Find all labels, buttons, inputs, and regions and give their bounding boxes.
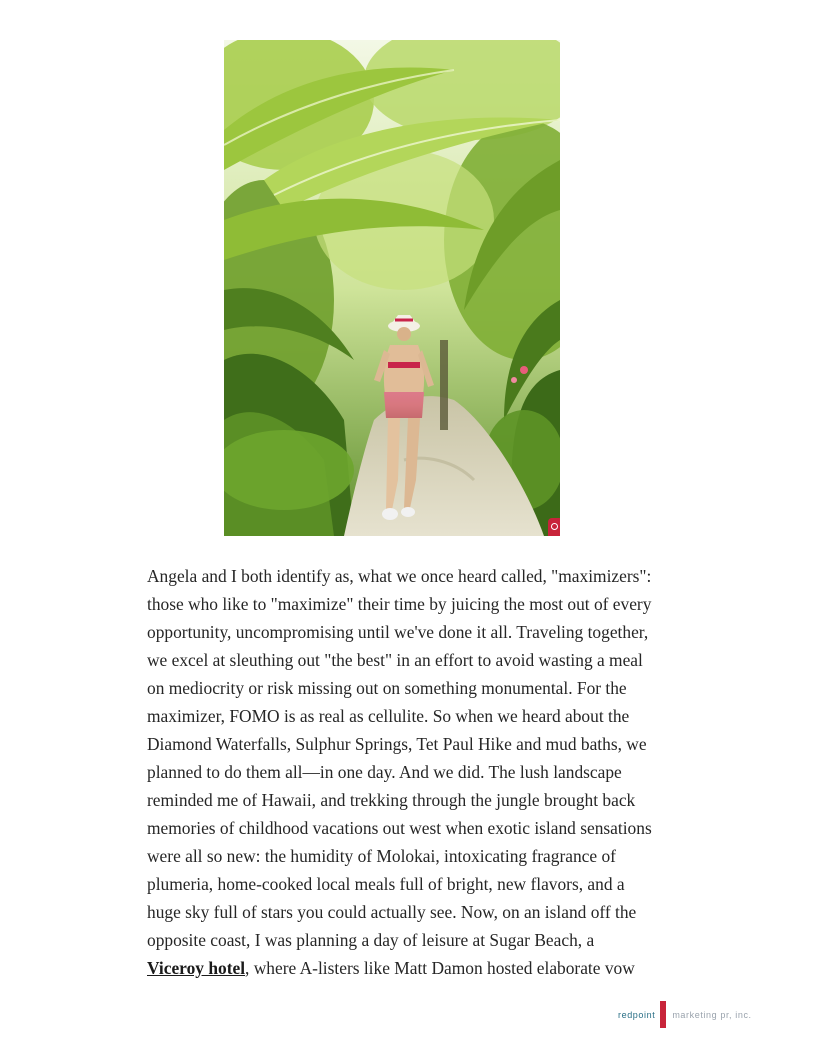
article-line: huge sky full of stars you could actually see. Now, on an island off the: [147, 902, 637, 922]
logo-brand-text: redpoint: [618, 1009, 656, 1020]
article-line: were all so new: the humidity of Molokai, intoxicating fragrance of: [147, 846, 616, 866]
article-line-last: [147, 954, 707, 982]
article-line: those who like to "maximize" their time by juicing the most out of every: [147, 594, 652, 614]
article-line-rest: , where A-listers like Matt Damon hosted elaborate vow: [245, 958, 635, 978]
pin-it-icon[interactable]: [548, 518, 560, 536]
article-line: maximizer, FOMO is as real as cellulite. So when we heard about the: [147, 706, 630, 726]
article-line: memories of childhood vacations out west when exotic island sensations: [147, 818, 652, 838]
article-line: reminded me of Hawaii, and trekking through the jungle brought back: [147, 790, 636, 810]
article-line: Diamond Waterfalls, Sulphur Springs, Tet Paul Hike and mud baths, we: [147, 734, 647, 754]
article-line: opposite coast, I was planning a day of leisure at Sugar Beach, a: [147, 930, 595, 950]
article-line: opportunity, uncompromising until we've done it all. Traveling together,: [147, 622, 649, 642]
article-line: plumeria, home-cooked local meals full of bright, new flavors, and a: [147, 874, 625, 894]
viceroy-hotel-link[interactable]: Viceroy hotel: [147, 958, 246, 978]
jungle-path-photo: [224, 40, 560, 536]
jungle-photo-illustration: [224, 40, 560, 536]
article-line: we excel at sleuthing out "the best" in an effort to avoid wasting a meal: [147, 650, 643, 670]
article-line: on mediocrity or risk missing out on something monumental. For the: [147, 678, 627, 698]
logo-accent-bar: [660, 1001, 666, 1028]
article-line: Angela and I both identify as, what we once heard called, "maximizers":: [147, 566, 652, 586]
logo-tagline: marketing pr, inc.: [672, 1009, 752, 1020]
article-line: planned to do them all—in one day. And we did. The lush landscape: [147, 762, 622, 782]
article-body: [147, 562, 707, 982]
redpoint-logo: [618, 1001, 752, 1028]
